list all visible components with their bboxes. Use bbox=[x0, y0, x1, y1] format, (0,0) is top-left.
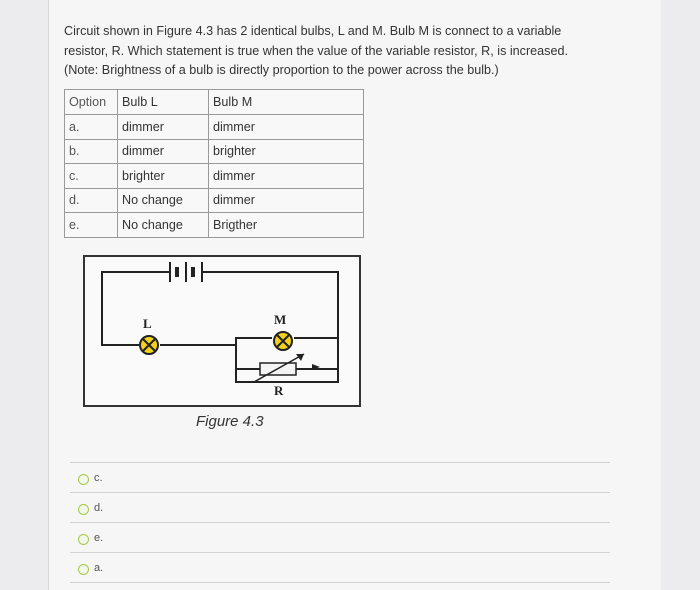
table-header-row bbox=[65, 90, 364, 115]
answer-option[interactable] bbox=[70, 522, 610, 552]
cell-bulb-l: No change bbox=[118, 188, 209, 213]
bulb-m-label: M bbox=[274, 312, 287, 327]
cell-bulb-l: No change bbox=[118, 213, 209, 238]
cell-option: a. bbox=[65, 115, 118, 140]
cell-bulb-m: dimmer bbox=[209, 115, 364, 140]
header-bulb-l: Bulb L bbox=[118, 90, 209, 115]
cell-option: b. bbox=[65, 139, 118, 164]
radio-button[interactable] bbox=[78, 564, 89, 575]
table-row bbox=[65, 115, 364, 140]
answer-option[interactable] bbox=[70, 552, 610, 583]
answer-label: e. bbox=[94, 532, 104, 544]
cell-bulb-m: brighter bbox=[209, 139, 364, 164]
radio-button[interactable] bbox=[78, 504, 89, 515]
cell-option: c. bbox=[65, 164, 118, 189]
cell-option: e. bbox=[65, 213, 118, 238]
answer-option[interactable] bbox=[70, 462, 610, 492]
resistor-r-label: R bbox=[274, 383, 284, 398]
circuit-diagram bbox=[82, 254, 362, 410]
figure-frame bbox=[84, 256, 360, 406]
table-row bbox=[65, 139, 364, 164]
cell-bulb-l: dimmer bbox=[118, 139, 209, 164]
bulb-l-label: L bbox=[143, 316, 152, 331]
bulb-l-icon bbox=[140, 336, 158, 354]
radio-button[interactable] bbox=[78, 534, 89, 545]
table-row bbox=[65, 164, 364, 189]
figure-caption: Figure 4.3 bbox=[196, 413, 264, 430]
cell-bulb-m: dimmer bbox=[209, 164, 364, 189]
bulb-m-icon bbox=[274, 332, 292, 350]
answer-list bbox=[70, 462, 610, 583]
answer-label: c. bbox=[94, 472, 103, 484]
question-text: Circuit shown in Figure 4.3 has 2 identical bulbs, L and M. Bulb M is connect to a variable resistor, R. Which statement is true when the value of the variable resistor, R, is increased. (Note: Brightness of a bulb is directly proportion to the power across the bulb.) bbox=[64, 24, 568, 77]
cell-bulb-m: Brigther bbox=[209, 213, 364, 238]
cell-bulb-l: dimmer bbox=[118, 115, 209, 140]
table-row bbox=[65, 188, 364, 213]
radio-button[interactable] bbox=[78, 474, 89, 485]
options-table bbox=[64, 89, 364, 238]
cell-bulb-m: dimmer bbox=[209, 188, 364, 213]
table-row bbox=[65, 213, 364, 238]
cell-bulb-l: brighter bbox=[118, 164, 209, 189]
header-bulb-m: Bulb M bbox=[209, 90, 364, 115]
answer-option[interactable] bbox=[70, 492, 610, 522]
answer-label: a. bbox=[94, 562, 104, 574]
answer-label: d. bbox=[94, 502, 104, 514]
cell-option: d. bbox=[65, 188, 118, 213]
header-option: Option bbox=[65, 90, 118, 115]
